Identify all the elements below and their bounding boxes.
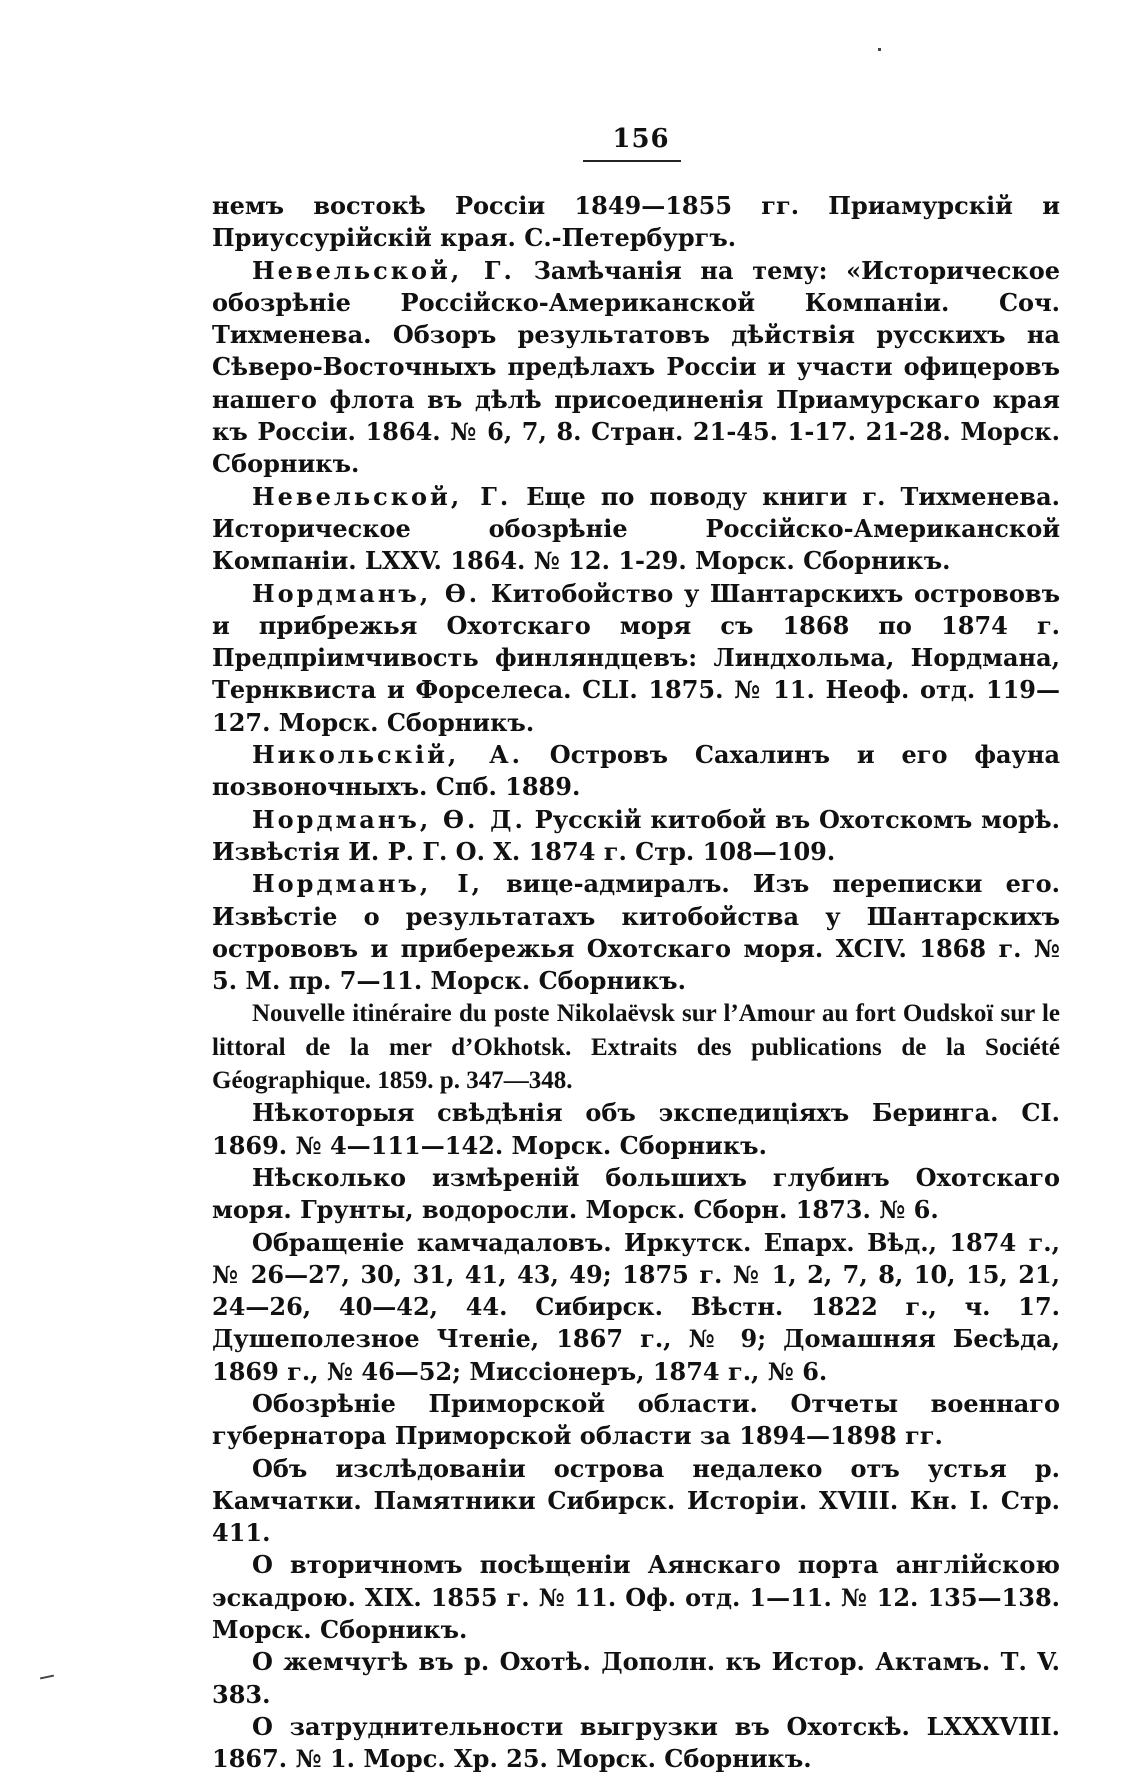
entry-text: Объ изслѣдованіи острова недалеко отъ устья р. Камчатки. Памятники Сибирск. Исторіи. XVIII. Кн. I. Стр. 411. xyxy=(212,1453,1060,1548)
bibliography-entry xyxy=(212,1162,1060,1227)
bibliography-entry xyxy=(212,804,1060,869)
entry-text: О вторичномъ посѣщеніи Аянскаго порта англійскою эскадрою. XIX. 1855 г. № 11. Оф. отд. 1—11. № 12. 135—138. Морск. Сборникъ. xyxy=(212,1550,1060,1645)
bibliography-entry-french xyxy=(212,997,1060,1097)
entry-author: Нордманъ, Ѳ. Д. xyxy=(252,804,526,834)
entry-text: Замѣчанія на тему: «Историческое обозрѣніе Россійско-Американской Компаніи. Соч. Тихменева. Обзоръ результатовъ дѣйствія русскихъ на Сѣверо-Восточныхъ предѣлахъ Россіи и участи офицеровъ нашего флота въ дѣлѣ присоединенія Приамурскаго края къ Россіи. 1864. № 6, 7, 8. Стран. 21-45. 1-17. 21-28. Морск. Сборникъ. xyxy=(212,255,1060,479)
entry-text: О затруднительности выгрузки въ Охотскѣ. LXXXVIII. 1867. № 1. Морс. Хр. 25. Морск. Сборникъ. xyxy=(212,1711,1060,1774)
bibliography-entry xyxy=(212,868,1060,997)
bibliography-entry xyxy=(212,1711,1060,1776)
entry-text: Еще по поводу книги г. Тихменева. Историческое обозрѣніе Россійско-Американской Компаніи. LXXV. 1864. № 12. 1-29. Морск. Сборникъ. xyxy=(212,481,1060,576)
entry-text: Нѣсколько измѣреній большихъ глубинъ Охотскаго моря. Грунты, водоросли. Морск. Сборн. 1873. № 6. xyxy=(212,1162,1060,1225)
entry-author: Нордманъ, Ѳ. xyxy=(252,578,481,608)
entry-author: Невельской, Г. xyxy=(252,481,512,511)
entry-text: немъ востокѣ Россіи 1849—1855 гг. Приамурскій и Приуссурійскій края. С.-Петербургъ. xyxy=(212,191,1060,253)
bibliography-entry xyxy=(212,481,1060,578)
page-number: 156 xyxy=(612,124,670,154)
bibliography-entry xyxy=(212,1646,1060,1711)
entry-author: Нордманъ, І, xyxy=(252,869,483,899)
scan-speck xyxy=(878,48,881,51)
entry-text: Китобойство у Шантарскихъ острововъ и прибрежья Охотскаго моря съ 1868 по 1874 г. Предпріимчивость финляндцевъ: Линдхольма, Нордмана, Тернквиста и Форселеса. CLI. 1875. № 11. Неоф. отд. 119—127. Морск. Сборникъ. xyxy=(212,578,1060,737)
bibliography-entry-continuation xyxy=(212,190,1060,255)
entry-text: Островъ Сахалинъ и его фауна позвоночныхъ. Спб. 1889. xyxy=(212,740,1060,802)
bibliography-text xyxy=(212,190,1060,1776)
bibliography-entry xyxy=(212,1388,1060,1453)
entry-text: Обращеніе камчадаловъ. Иркутск. Епарх. Вѣд., 1874 г., № 26—27, 30, 31, 41, 43, 49; 1875 г. № 1, 2, 7, 8, 10, 15, 21, 24—26, 40—42, 44. Сибирск. Вѣстн. 1822 г., ч. 17. Душеполезное Чтеніе, 1867 г., № 9; Домашняя Бесѣда, 1869 г., № 46—52; Миссіонеръ, 1874 г., № 6. xyxy=(212,1227,1060,1386)
entry-text: вице-адмиралъ. Изъ переписки его. Извѣстіе о результатахъ китобойства у Шантарскихъ острововъ и прибережья Охотскаго моря. XCIV. 1868 г. № 5. М. пр. 7—11. Морск. Сборникъ. xyxy=(212,869,1060,996)
bibliography-entry xyxy=(212,578,1060,739)
entry-author: Невельской, Г. xyxy=(252,255,515,285)
bibliography-entry xyxy=(212,255,1060,481)
bibliography-entry xyxy=(212,1097,1060,1162)
entry-text: Nouvelle itinéraire du poste Nikolaëvsk sur l’Amour au fort Oudskoï sur le littoral de la mer d’Okhotsk. Extraits des publications de la Société Géographique. 1859. p. 347—348. xyxy=(212,1000,1060,1095)
entry-text: Русскій китобой въ Охотскомъ морѣ. Извѣстія И. Р. Г. О. Х. 1874 г. Стр. 108—109. xyxy=(212,804,1060,866)
page-number-rule xyxy=(583,160,681,162)
bibliography-entry xyxy=(212,1549,1060,1646)
bibliography-entry xyxy=(212,1453,1060,1550)
entry-text: Нѣкоторыя свѣдѣнія объ экспедиціяхъ Беринга. CI. 1869. № 4—111—142. Морск. Сборникъ. xyxy=(212,1098,1060,1160)
entry-author: Никольскій, А. xyxy=(252,740,523,770)
entry-text: О жемчугѣ въ р. Охотѣ. Дополн. къ Истор. Актамъ. Т. V. 383. xyxy=(212,1647,1060,1709)
bibliography-entry xyxy=(212,1227,1060,1388)
scan-speck xyxy=(40,1675,54,1680)
entry-text: Обозрѣніе Приморской области. Отчеты военнаго губернатора Приморской области за 1894—1898 гг. xyxy=(212,1388,1060,1451)
bibliography-entry xyxy=(212,739,1060,804)
